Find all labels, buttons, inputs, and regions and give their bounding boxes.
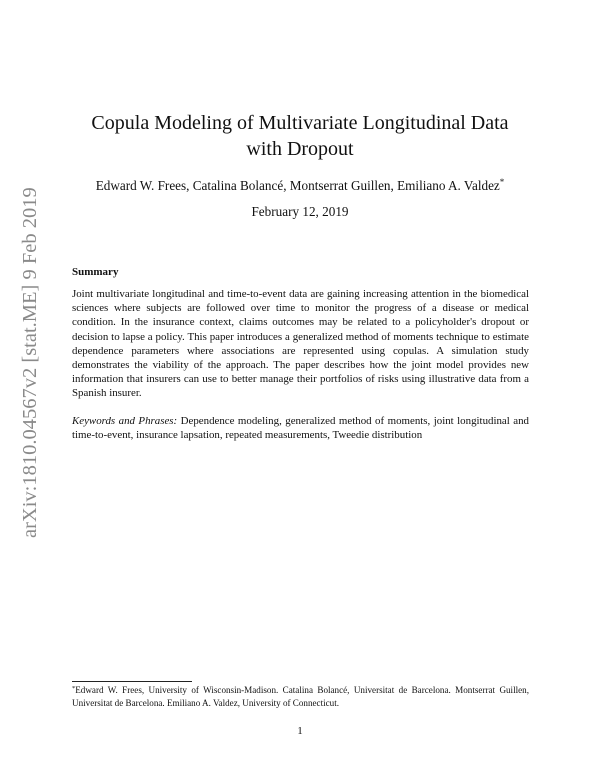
paper-title bbox=[60, 110, 540, 162]
keywords-paragraph bbox=[72, 414, 529, 442]
summary-heading: Summary bbox=[72, 266, 119, 278]
author-affiliations-footnote bbox=[72, 684, 529, 709]
arxiv-identifier-stamp: arXiv:1810.04567v2 [stat.ME] 9 Feb 2019 bbox=[19, 187, 41, 538]
footnote-text: Edward W. Frees, University of Wisconsin-Madison. Catalina Bolancé, Universitat de Barcelona. Montserrat Guillen, Universitat de Barcelona. Emiliano A. Valdez, University of Connecticut. bbox=[72, 685, 529, 708]
summary-abstract: Joint multivariate longitudinal and time-to-event data are gaining increasing attention in the biomedical sciences where subjects are followed over time to monitor the progress of a disease or medical condition. In the insurance context, claims outcomes may be related to a policyholder's dropout or decision to lapse a policy. This paper introduces a generalized method of moments technique to estimate dependence parameters where associations are represented using copulas. A simulation study demonstrates the viability of the approach. The paper describes how the joint model provides new information that insurers can use to better manage their portfolios of risks using illustrative data from a Spanish insurer. bbox=[72, 288, 529, 400]
author-names: Edward W. Frees, Catalina Bolancé, Montserrat Guillen, Emiliano A. Valdez bbox=[95, 178, 500, 193]
paper-title-line-1: Copula Modeling of Multivariate Longitudinal Data bbox=[91, 112, 509, 134]
author-footnote-mark: * bbox=[499, 177, 505, 187]
paper-title-line-2: with Dropout bbox=[246, 138, 354, 160]
keywords-label: Keywords and Phrases: bbox=[72, 415, 178, 427]
publication-date: February 12, 2019 bbox=[251, 204, 349, 219]
author-list bbox=[60, 177, 540, 195]
footnote-mark: * bbox=[72, 685, 76, 692]
keywords-text: Dependence modeling, generalized method of moments, joint longitudinal and time-to-event, insurance lapsation, repeated measurements, Tweedie distribution bbox=[72, 415, 529, 442]
page-number: 1 bbox=[297, 725, 303, 737]
footnote-divider bbox=[72, 681, 192, 682]
